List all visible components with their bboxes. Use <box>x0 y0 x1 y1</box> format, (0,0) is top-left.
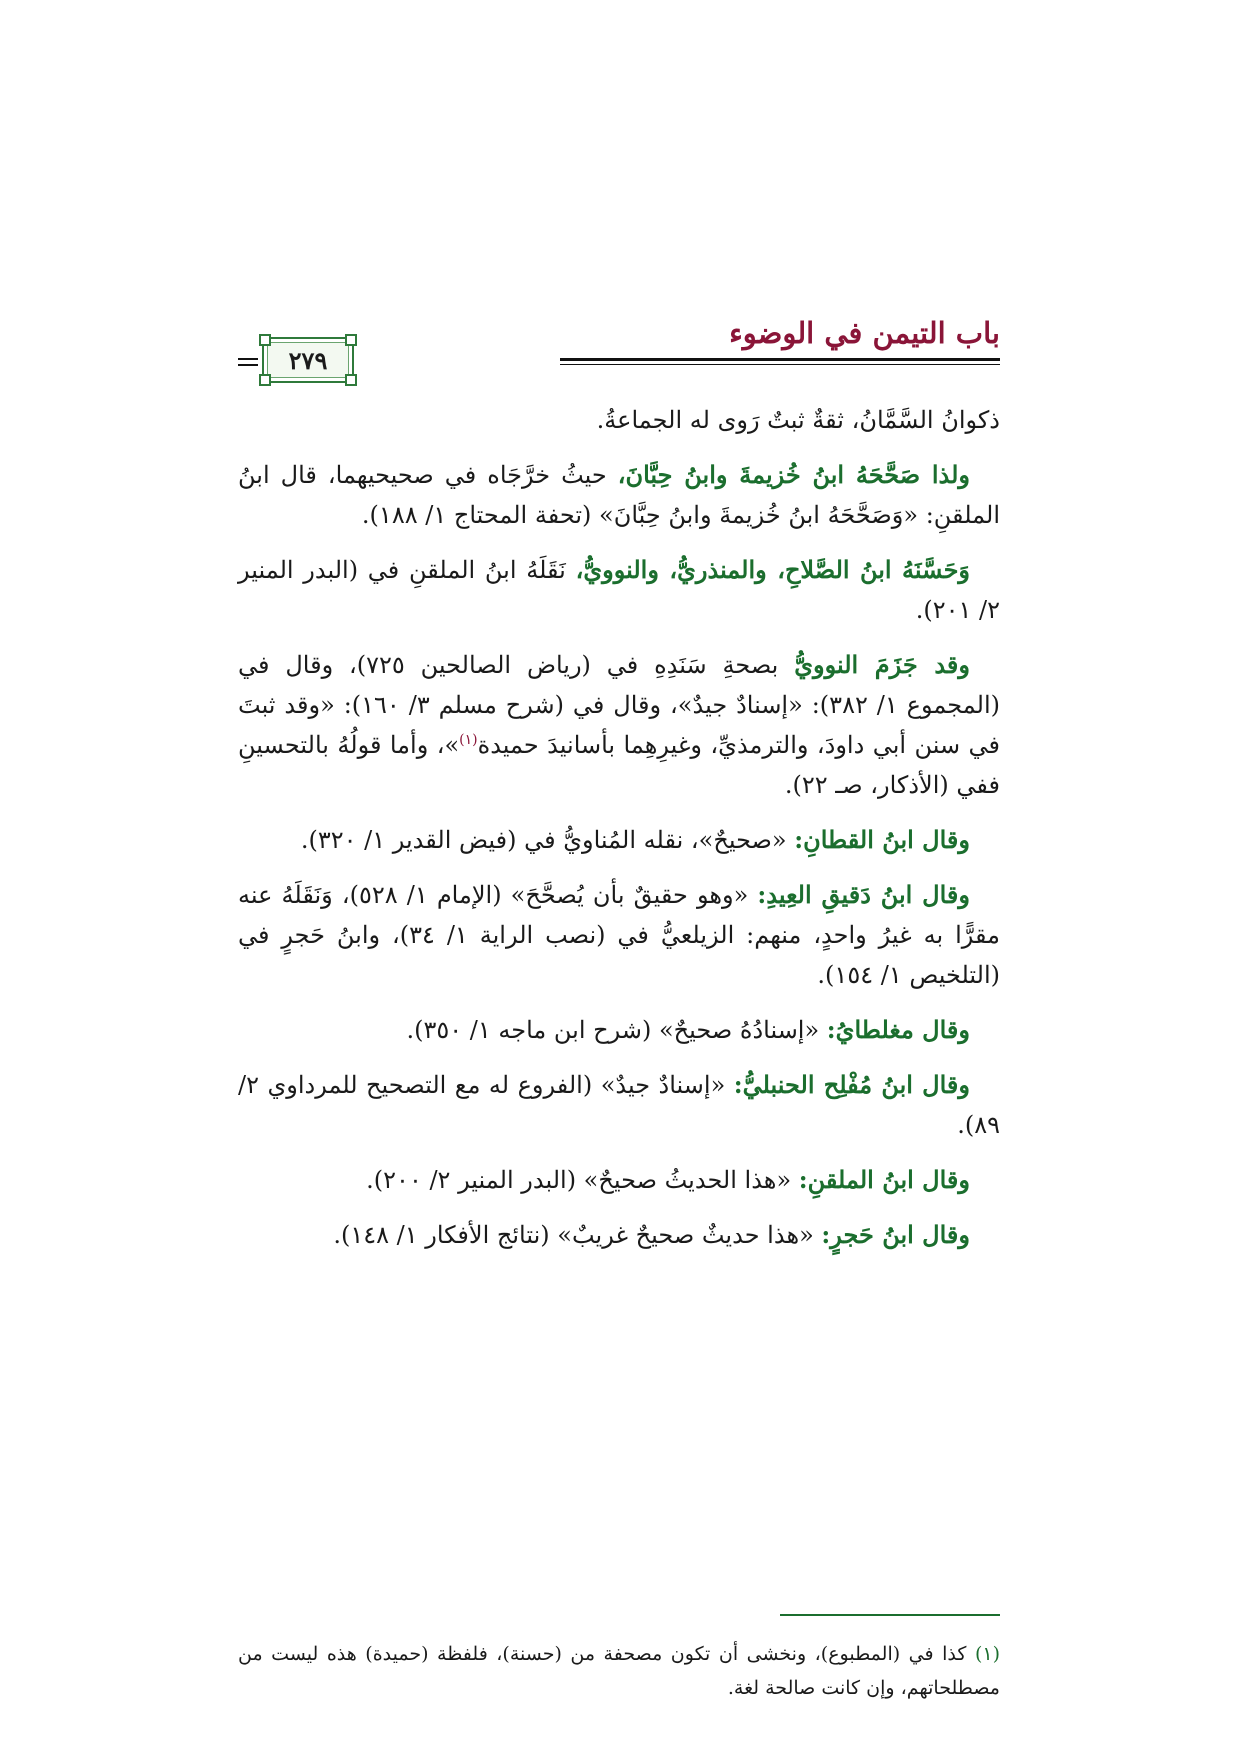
footnote-text: كذا في (المطبوع)، ونخشى أن تكون مصحفة من (حسنة)، فلفظة (حميدة) هذه ليست من مصطلحاتهم، وإن كانت صالحة لغة. <box>238 1643 1000 1699</box>
paragraph-text: بصحةِ سَنَدِهِ في (رياض الصالحين ٧٢٥)، وقال في (المجموع ١/ ٣٨٢): «إسنادٌ جيدٌ»، وقال في (شرح مسلم ٣/ ١٦٠): «وقد ثبتَ في سنن أبي داودَ، والترمذيِّ، وغيرِهِما بأسانيدَ حميدة <box>238 651 1000 759</box>
paragraph-lead: وَحَسَّنَهُ ابنُ الصَّلاحِ، والمنذريُّ، والنوويُّ، <box>575 555 970 584</box>
paragraph-lead: وقال ابنُ القطانِ: <box>794 825 970 854</box>
paragraph-text: «وهو حقيقٌ بأن يُصحَّحَ» (الإمام ١/ ٥٢٨)، وَنَقَلَهُ عنه مقرًّا به غيرُ واحدٍ، منهم: الزيلعيُّ في (نصب الراية ١/ ٣٤)، وابنُ حَجرٍ في (التلخيص ١/ ١٥٤). <box>238 881 1001 989</box>
paragraph-text: «صحيحٌ»، نقله المُناويُّ في (فيض القدير ١/ ٣٢٠). <box>300 826 795 854</box>
paragraph-lead: وقال ابنُ دَقيقِ العِيدِ: <box>757 880 970 909</box>
paragraph-lead: وقال ابنُ الملقنِ: <box>798 1165 970 1194</box>
paragraph-narrator <box>238 400 1000 440</box>
paragraph-text-continued: »، وأما قولُهُ بالتحسينِ ففي (الأذكار، صـ ٢٢). <box>238 731 1000 799</box>
paragraph-ibn-qattan <box>238 820 1000 860</box>
main-text <box>238 400 1000 1270</box>
footnote-marker: (١) <box>974 1643 1000 1665</box>
paragraph-lead: وقال ابنُ مُفْلِح الحنبليُّ: <box>733 1070 970 1099</box>
paragraph-text: ذكوانُ السَّمَّانُ، ثقةٌ ثبتٌ رَوى له الجماعةُ. <box>596 406 1000 434</box>
paragraph-text: «هذا حديثٌ صحيحٌ غريبٌ» (نتائج الأفكار ١/ ١٤٨). <box>333 1221 822 1249</box>
paragraph-text: نَقَلَهُ ابنُ الملقنِ في (البدر المنير ٢/ ٢٠١). <box>238 556 1000 624</box>
frame-corner-ornament <box>345 374 357 386</box>
footnote-reference[interactable]: (١) <box>459 732 478 748</box>
chapter-title: باب التيمن في الوضوء <box>729 316 1000 350</box>
paragraph-ibn-daqiq <box>238 875 1000 995</box>
footnote-separator <box>780 1614 1000 1616</box>
header-rule-left-top <box>238 358 258 360</box>
paragraph-text: «هذا الحديثُ صحيحٌ» (البدر المنير ٢/ ٢٠٠). <box>366 1166 799 1194</box>
paragraph-lead: وقال مغلطايُ: <box>826 1015 970 1044</box>
paragraph-nawawi <box>238 645 1000 805</box>
paragraph-lead: وقال ابنُ حَجرٍ: <box>821 1220 970 1249</box>
page-header <box>238 315 1000 375</box>
paragraph-ibn-khuzaymah <box>238 455 1000 535</box>
paragraph-ibn-muflih <box>238 1065 1000 1145</box>
frame-corner-ornament <box>259 334 271 346</box>
page-number-frame <box>262 337 354 383</box>
page-number: ٢٧٩ <box>288 345 328 375</box>
frame-corner-ornament <box>259 374 271 386</box>
header-rule-thin <box>560 364 1000 365</box>
header-rule-thick <box>560 358 1000 361</box>
paragraph-ibn-mulaqqin <box>238 1160 1000 1200</box>
paragraph-text: «إسنادٌ جيدٌ» (الفروع له مع التصحيح للمرداوي ٢/ ٨٩). <box>238 1071 1000 1139</box>
paragraph-mughaltay <box>238 1010 1000 1050</box>
paragraph-lead: وقد جَزَمَ النوويُّ <box>794 650 970 679</box>
paragraph-lead: ولذا صَحَّحَهُ ابنُ خُزيمةَ وابنُ حِبَّانَ، <box>617 460 970 489</box>
paragraph-ibn-salah <box>238 550 1000 630</box>
footnote <box>238 1637 1000 1705</box>
paragraph-text: «إسنادُهُ صحيحٌ» (شرح ابن ماجه ١/ ٣٥٠). <box>406 1016 827 1044</box>
frame-corner-ornament <box>345 334 357 346</box>
header-rule-left-bottom <box>238 364 258 366</box>
paragraph-text: حيثُ خرَّجَاه في صحيحيهما، قال ابنُ الملقنِ: «وَصَحَّحَهُ ابنُ خُزيمةَ وابنُ حِبَّانَ» (تحفة المحتاج ١/ ١٨٨). <box>238 461 1000 529</box>
paragraph-ibn-hajar <box>238 1215 1000 1255</box>
